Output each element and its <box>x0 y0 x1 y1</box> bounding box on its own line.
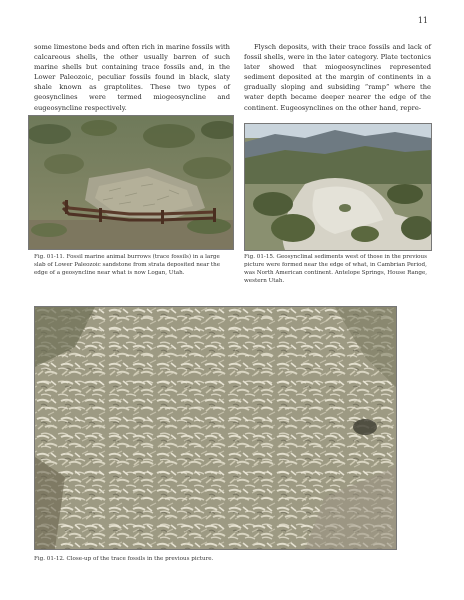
trace-fossil-closeup-image <box>35 307 396 549</box>
figure-photo-antelope-springs <box>244 123 432 251</box>
body-text-right-column: Flysch deposits, with their trace fossils and lack of fossil shells, were in the later category. Plate tectonics later showed that miogeosynclines represented sediment deposited at the margin of continents in a gradually sloping and subsiding “ramp” where the water depth became deeper nearer the edge of the continent. Eugeosynclines on the other hand, repre- <box>244 43 431 112</box>
figure-caption-01-12: Fig. 01-12. Close-up of the trace fossils in the previous picture. <box>34 556 214 562</box>
figure-photo-trace-fossil-closeup <box>34 306 397 550</box>
page-number: 11 <box>417 16 428 25</box>
figure-caption-01-15: Fig. 01-15. Geosynclinal sediments west of those in the previous picture were formed near the edge of what, in Cambrian Period, was North American continent. Antelope Springs, House Range, western Utah. <box>244 254 428 284</box>
trace-fossil-slab-image <box>29 116 233 249</box>
body-text-left-column: some limestone beds and often rich in marine fossils with calcareous shells, the other usually barren of such marine shells but containing trace fossils and, in the Lower Paleozoic, peculiar fossils found in black, slaty shale known as graptolites. These two types of geosynclines were termed miogeosyncline and eugeosyncline respectively. <box>34 43 230 112</box>
antelope-springs-image <box>245 124 431 250</box>
figure-caption-01-11: Fig. 01-11. Fossil marine animal burrows (trace fossils) in a large slab of Lower Paleozoic sandstone from strata deposited near the edge of a geosyncline near what is now Logan, Utah. <box>34 254 221 276</box>
figure-photo-trace-fossil-slab <box>28 115 234 250</box>
